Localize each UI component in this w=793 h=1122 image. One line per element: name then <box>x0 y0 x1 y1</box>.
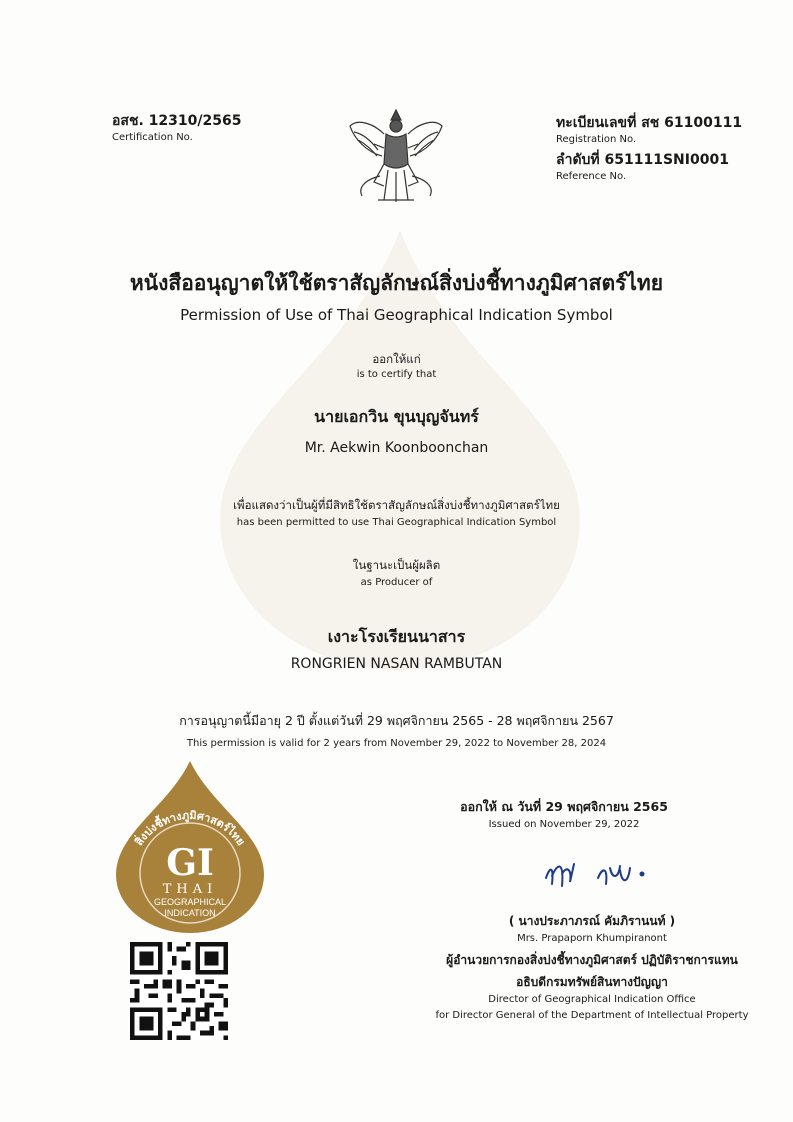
garuda-emblem-icon <box>344 104 448 208</box>
officer-name-english: Mrs. Prapaporn Khumpiranont <box>517 933 667 944</box>
certification-number-label: Certification No. <box>112 132 193 143</box>
permitted-english: has been permitted to use Thai Geographical Indication Symbol <box>236 517 557 528</box>
registration-block <box>556 114 742 188</box>
qr-code[interactable] <box>130 942 228 1040</box>
gi-logo-line1: GEOGRAPHICAL <box>153 897 227 907</box>
product-name-english: RONGRIEN NASAN RAMBUTAN <box>290 656 503 672</box>
signature-icon <box>538 848 658 898</box>
officer-position-thai-2: อธิบดีกรมทรัพย์สินทางปัญญา <box>516 975 668 989</box>
officer-position-english-1: Director of Geographical Indication Office <box>488 994 696 1005</box>
gi-logo-thai: THAI <box>162 882 218 897</box>
reference-number-label: Reference No. <box>556 171 627 182</box>
certify-english: is to certify that <box>356 369 437 380</box>
role-thai: ในฐานะเป็นผู้ผลิต <box>352 558 441 572</box>
recipient-name-english: Mr. Aekwin Koonboonchan <box>304 440 489 456</box>
gi-logo-line2: INDICATION <box>164 908 216 918</box>
permitted-thai: เพื่อแสดงว่าเป็นผู้ที่มีสิทธิใช้ตราสัญลักษณ์สิ่งบ่งชี้ทางภูมิศาสตร์ไทย <box>233 498 560 512</box>
registration-number-label: Registration No. <box>556 134 637 145</box>
issued-date-thai: ออกให้ ณ วันที่ 29 พฤศจิกายน 2565 <box>460 799 668 814</box>
recipient-name-thai: นายเอกวิน ขุนบุญจันทร์ <box>314 407 479 426</box>
officer-position-english-2: for Director General of the Department of Intellectual Property <box>435 1010 749 1021</box>
certification-number-block <box>112 112 241 149</box>
validity-english: This permission is valid for 2 years from November 29, 2022 to November 28, 2024 <box>186 738 607 749</box>
issued-date-english: Issued on November 29, 2022 <box>488 819 640 830</box>
gi-logo-arc-text: สิ่งบ่งชี้ทางภูมิศาสตร์ไทย <box>132 808 248 849</box>
registration-number: ทะเบียนเลขที่ สช 61100111 <box>556 115 743 131</box>
gi-thai-logo <box>112 757 268 935</box>
validity-thai: การอนุญาตนี้มีอายุ 2 ปี ตั้งแต่วันที่ 29 พฤศจิกายน 2565 - 28 พฤศจิกายน 2567 <box>179 713 614 728</box>
certification-number: อสช. 12310/2565 <box>112 113 242 129</box>
officer-position-thai-1: ผู้อำนวยการกองสิ่งบ่งชี้ทางภูมิศาสตร์ ปฏิบัติราชการแทน <box>446 953 738 967</box>
role-english: as Producer of <box>360 577 433 588</box>
reference-number: ลำดับที่ 651111SNI0001 <box>556 152 729 168</box>
title-thai: หนังสืออนุญาตให้ใช้ตราสัญลักษณ์สิ่งบ่งชี้ทางภูมิศาสตร์ไทย <box>129 271 664 295</box>
title-english: Permission of Use of Thai Geographical Indication Symbol <box>180 306 613 324</box>
officer-name-thai: ( นางประภาภรณ์ คัมภิรานนท์ ) <box>508 914 676 928</box>
gi-logo-mark: GI <box>166 842 214 884</box>
product-name-thai: เงาะโรงเรียนนาสาร <box>327 627 466 646</box>
certify-thai: ออกให้แก่ <box>372 352 421 366</box>
